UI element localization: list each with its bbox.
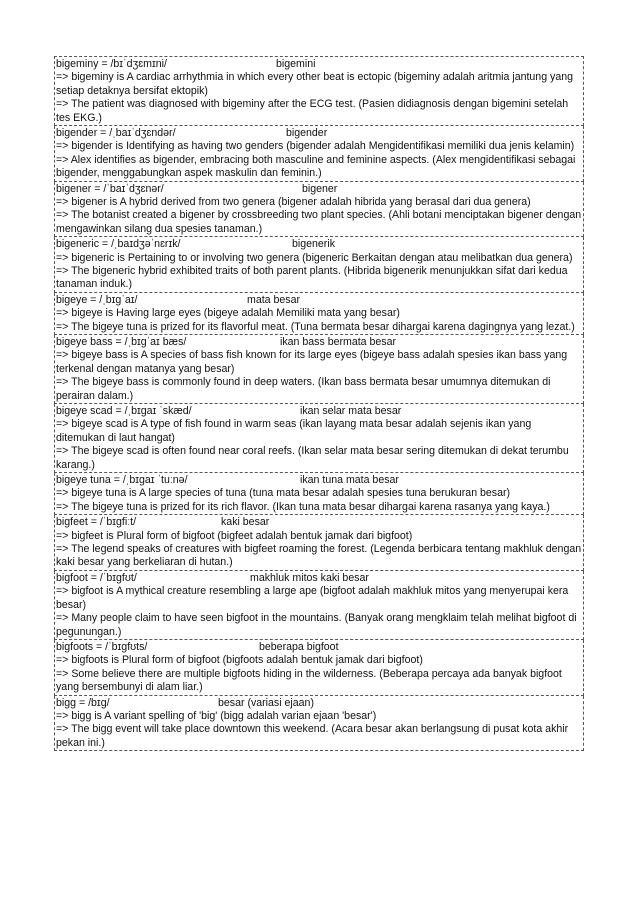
entry-example: => The bigeye tuna is prized for its flavorful meat. (Tuna bermata besar dihargai karena dagingnya yang lezat.) [56, 320, 575, 333]
entry-translation: ikan tuna mata besar [300, 474, 399, 487]
entry-example: => The legend speaks of creatures with bigfeet roaming the forest. (Legenda berbicara tentang makhluk dengan kaki besar yang berkeliaran di hutan.) [56, 543, 582, 569]
entry-translation: besar (variasi ejaan) [218, 696, 314, 709]
entry-header [56, 641, 582, 654]
entry-definition: => bigg is A variant spelling of 'big' (bigg adalah varian ejaan 'besar') [56, 709, 377, 722]
dictionary-entry [54, 335, 584, 404]
entry-term: bigener = /ˈbaɪˈdʒɛnər/ [56, 182, 164, 195]
entry-example: => The bigeye bass is commonly found in deep waters. (Ikan bass bermata besar umumnya ditemukan di perairan dalam.) [56, 376, 551, 402]
entry-definition: => bigfoots is Plural form of bigfoot (bigfoots adalah bentuk jamak dari bigfoot) [56, 654, 423, 667]
dictionary-entry [54, 56, 584, 126]
entry-term: bigfeet = /ˈbɪɡfiːt/ [56, 516, 137, 529]
entry-header [56, 336, 582, 349]
entry-header [56, 127, 582, 140]
entry-example: => Some believe there are multiple bigfoots hiding in the wilderness. (Beberapa percaya ada banyak bigfoot yang bersembunyi di alam liar.) [56, 667, 562, 694]
dictionary-entry [54, 126, 584, 182]
entry-header [56, 516, 582, 529]
entry-definition: => bigeye scad is A type of fish found in warm seas (ikan layang mata besar adalah sejenis ikan yang ditemukan di laut hangat) [56, 418, 532, 444]
dictionary-entry [54, 696, 584, 752]
entry-header [56, 183, 582, 196]
entry-translation: bigenerik [292, 238, 335, 251]
entry-definition: => bigfeet is Plural form of bigfoot (bigfeet adalah bentuk jamak dari bigfoot) [56, 529, 413, 542]
entry-example: => The bigeye tuna is prized for its rich flavor. (Ikan tuna mata besar dihargai karena rasanya yang kaya.) [56, 500, 550, 513]
entry-definition: => bigeye is Having large eyes (bigeye adalah Memiliki mata yang besar) [56, 307, 400, 320]
entry-translation: bigener [302, 182, 338, 195]
entry-term: bigfoots = /ˈbɪɡfʊts/ [56, 640, 148, 653]
entry-header [56, 58, 582, 71]
entry-header [56, 405, 582, 418]
entry-example: => Alex identifies as bigender, embracing both masculine and feminine aspects. (Alex mengidentifikasi sebagai bigender, menggabungkan aspek maskulin dan feminin.) [56, 153, 576, 180]
entry-definition: => bigeye tuna is A large species of tuna (tuna mata besar adalah spesies tuna berukuran besar) [56, 487, 511, 500]
entry-translation: beberapa bigfoot [259, 640, 339, 653]
entry-header [56, 474, 582, 487]
entry-definition: => bigeneric is Pertaining to or involving two genera (bigeneric Berkaitan dengan atau melibatkan dua genera) [56, 251, 573, 264]
entry-definition: => bigender is Identifying as having two genders (bigender adalah Mengidentifikasi memiliki dua jenis kelamin) [56, 140, 575, 153]
entry-translation: makhluk mitos kaki besar [250, 571, 369, 584]
entry-term: bigeye bass = /ˌbɪɡˈaɪ bæs/ [56, 336, 187, 349]
entry-translation: bigender [286, 127, 328, 140]
entry-definition: => bigeminy is A cardiac arrhythmia in which every other beat is ectopic (bigeminy adalah aritmia jantung yang setiap detaknya bersifat ektopik) [56, 71, 574, 97]
entry-term: bigeminy = /bɪˈdʒɛmɪni/ [56, 58, 167, 70]
entry-term: bigg = /bɪɡ/ [56, 696, 110, 709]
entry-header [56, 238, 582, 251]
entry-definition: => bigener is A hybrid derived from two genera (bigener adalah hibrida yang berasal dari dua genera) [56, 196, 531, 209]
entry-term: bigeye = /ˌbɪɡˈaɪ/ [56, 293, 138, 306]
dictionary-entry [54, 473, 584, 515]
entry-example: => The patient was diagnosed with bigeminy after the ECG test. (Pasien didiagnosis dengan bigemini setelah tes EKG.) [56, 98, 569, 124]
entry-translation: kaki besar [221, 516, 270, 529]
dictionary-entry [54, 404, 584, 473]
entry-definition: => bigeye bass is A species of bass fish known for its large eyes (bigeye bass adalah spesies ikan bass yang terkenal dengan matanya yang besar) [56, 349, 568, 375]
entry-header [56, 294, 582, 307]
dictionary-entry [54, 515, 584, 571]
entry-term: bigeye tuna = /ˌbɪɡaɪ ˈtuːnə/ [56, 474, 188, 487]
dictionary-entry [54, 237, 584, 293]
dictionary-entry [54, 182, 584, 238]
dictionary-entry [54, 293, 584, 335]
entry-translation: bigemini [276, 58, 316, 70]
entry-example: => Many people claim to have seen bigfoot in the mountains. (Banyak orang mengklaim telah melihat bigfoot di pegunungan.) [56, 612, 577, 638]
entry-example: => The bigg event will take place downtown this weekend. (Acara besar akan berlangsung di pusat kota akhir pekan ini.) [56, 723, 569, 749]
entry-term: bigender = /ˌbaɪˈdʒɛndər/ [56, 127, 176, 140]
entry-definition: => bigfoot is A mythical creature resembling a large ape (bigfoot adalah makhluk mitos yang menyerupai kera besar) [56, 585, 569, 611]
entry-term: bigeneric = /ˌbaɪdʒəˈnɛrɪk/ [56, 238, 181, 251]
entry-translation: ikan bass bermata besar [280, 336, 397, 349]
entry-header [56, 697, 582, 710]
dictionary-page [54, 56, 584, 751]
entry-translation: mata besar [247, 293, 300, 306]
entry-term: bigeye scad = /ˌbɪɡaɪ ˈskæd/ [56, 405, 192, 418]
dictionary-entry [54, 640, 584, 696]
entry-header [56, 572, 582, 585]
entry-example: => The botanist created a bigener by crossbreeding two plant species. (Ahli botani menciptakan bigener dengan mengawinkan silang dua spesies tanaman.) [56, 209, 582, 235]
dictionary-entry [54, 571, 584, 640]
entry-translation: ikan selar mata besar [300, 405, 402, 418]
entry-example: => The bigeneric hybrid exhibited traits of both parent plants. (Hibrida bigenerik menunjukkan sifat dari kedua tanaman induk.) [56, 265, 568, 291]
entry-term: bigfoot = /ˈbɪɡfʊt/ [56, 571, 137, 584]
entry-example: => The bigeye scad is often found near coral reefs. (Ikan selar mata besar sering ditemukan di dekat terumbu karang.) [56, 445, 569, 471]
